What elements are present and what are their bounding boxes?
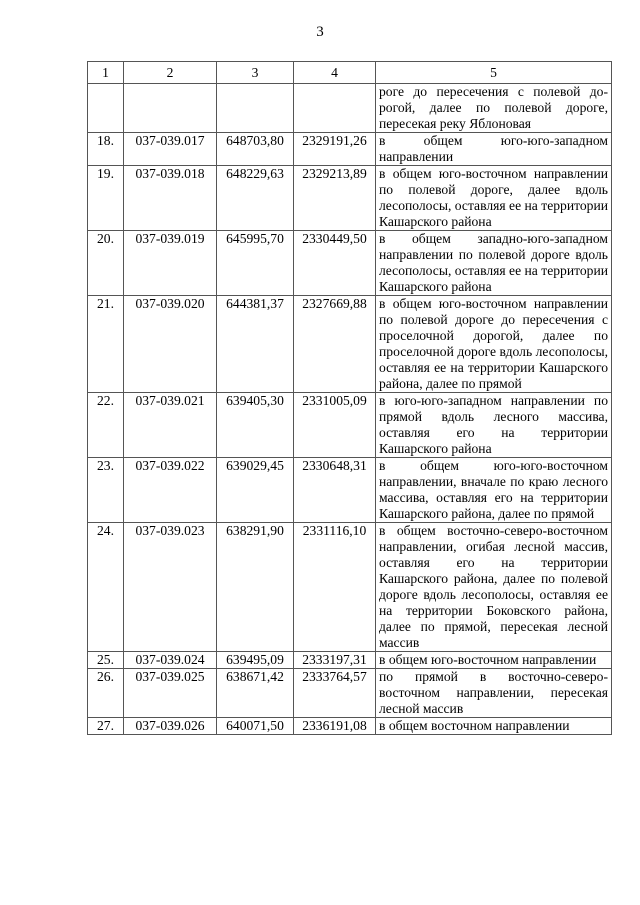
column-header-1: 1 xyxy=(88,62,124,84)
point-code: 037-039.019 xyxy=(124,231,217,296)
coordinate-y: 2331116,10 xyxy=(294,523,376,652)
table-row xyxy=(88,231,612,296)
coordinate-y: 2336191,08 xyxy=(294,718,376,735)
row-number: 21. xyxy=(88,296,124,393)
row-number: 26. xyxy=(88,669,124,718)
boundary-description: в юго-юго-западном направлении по прямой вдоль лесного массива, оставляя его на территории Кашарского района xyxy=(376,393,612,458)
point-code: 037-039.021 xyxy=(124,393,217,458)
coordinate-y: 2333764,57 xyxy=(294,669,376,718)
point-code: 037-039.024 xyxy=(124,652,217,669)
table-row xyxy=(88,458,612,523)
boundary-description: в общем юго-юго-восточном направлении, вначале по краю лесного массива, оставляя его на территории Кашарского района, далее по прямой xyxy=(376,458,612,523)
row-number: 20. xyxy=(88,231,124,296)
table-header-row xyxy=(88,62,612,84)
coordinate-x xyxy=(217,84,294,133)
table-row xyxy=(88,652,612,669)
coordinate-x: 639495,09 xyxy=(217,652,294,669)
boundary-description: в общем восточно-северо-восточном направлении, огибая лесной массив, оставляя его на территории Кашарского района, далее по полевой дороге вдоль лесополосы, оставляя ее на территории Боковского района, далее по прямой, пересекая лесной массив xyxy=(376,523,612,652)
page-number: 3 xyxy=(316,24,324,40)
coordinate-y: 2329213,89 xyxy=(294,166,376,231)
point-code: 037-039.018 xyxy=(124,166,217,231)
coordinate-x: 639029,45 xyxy=(217,458,294,523)
row-number: 24. xyxy=(88,523,124,652)
coordinate-y: 2330449,50 xyxy=(294,231,376,296)
table-row xyxy=(88,393,612,458)
row-number: 18. xyxy=(88,133,124,166)
row-number: 23. xyxy=(88,458,124,523)
column-header-2: 2 xyxy=(124,62,217,84)
coordinate-y xyxy=(294,84,376,133)
coordinate-x: 644381,37 xyxy=(217,296,294,393)
column-header-4: 4 xyxy=(294,62,376,84)
table-row xyxy=(88,296,612,393)
coordinate-y: 2327669,88 xyxy=(294,296,376,393)
coordinate-x: 648703,80 xyxy=(217,133,294,166)
table-row xyxy=(88,84,612,133)
boundary-description: в общем юго-восточном направлении по полевой дороге, далее вдоль лесополосы, оставляя ее на территории Кашарского района xyxy=(376,166,612,231)
boundary-description: в общем юго-восточном направлении xyxy=(376,652,612,669)
table-row xyxy=(88,718,612,735)
boundary-description: в общем юго-восточном направлении по полевой дороге до пересечения с проселочной дорогой, далее по проселочной дороге вдоль лесополосы, оставляя ее на территории Кашарского района, далее по прямой xyxy=(376,296,612,393)
table-row xyxy=(88,523,612,652)
coordinate-y: 2329191,26 xyxy=(294,133,376,166)
coordinate-x: 638291,90 xyxy=(217,523,294,652)
coordinate-y: 2333197,31 xyxy=(294,652,376,669)
table-row xyxy=(88,166,612,231)
coordinate-x: 640071,50 xyxy=(217,718,294,735)
row-number: 22. xyxy=(88,393,124,458)
coordinate-x: 648229,63 xyxy=(217,166,294,231)
boundary-description: в общем западно-юго-западном направлении по полевой дороге вдоль лесополосы, оставляя ее на территории Кашарского района xyxy=(376,231,612,296)
boundary-description: в общем восточном направлении xyxy=(376,718,612,735)
boundary-description: в общем юго-юго-западном направлении xyxy=(376,133,612,166)
table-row xyxy=(88,669,612,718)
table-row xyxy=(88,133,612,166)
point-code: 037-039.017 xyxy=(124,133,217,166)
point-code: 037-039.026 xyxy=(124,718,217,735)
column-header-3: 3 xyxy=(217,62,294,84)
point-code: 037-039.022 xyxy=(124,458,217,523)
coordinate-x: 638671,42 xyxy=(217,669,294,718)
point-code xyxy=(124,84,217,133)
boundary-description: роге до пересечения с полевой до-рогой, далее по полевой дороге, пересекая реку Яблоновая xyxy=(376,84,612,133)
coordinate-x: 645995,70 xyxy=(217,231,294,296)
point-code: 037-039.025 xyxy=(124,669,217,718)
boundary-points-table xyxy=(87,61,612,735)
coordinate-y: 2330648,31 xyxy=(294,458,376,523)
coordinate-y: 2331005,09 xyxy=(294,393,376,458)
coordinate-x: 639405,30 xyxy=(217,393,294,458)
row-number: 19. xyxy=(88,166,124,231)
row-number xyxy=(88,84,124,133)
column-header-5: 5 xyxy=(376,62,612,84)
point-code: 037-039.023 xyxy=(124,523,217,652)
row-number: 25. xyxy=(88,652,124,669)
boundary-description: по прямой в восточно-северо-восточном направлении, пересекая лесной массив xyxy=(376,669,612,718)
point-code: 037-039.020 xyxy=(124,296,217,393)
row-number: 27. xyxy=(88,718,124,735)
